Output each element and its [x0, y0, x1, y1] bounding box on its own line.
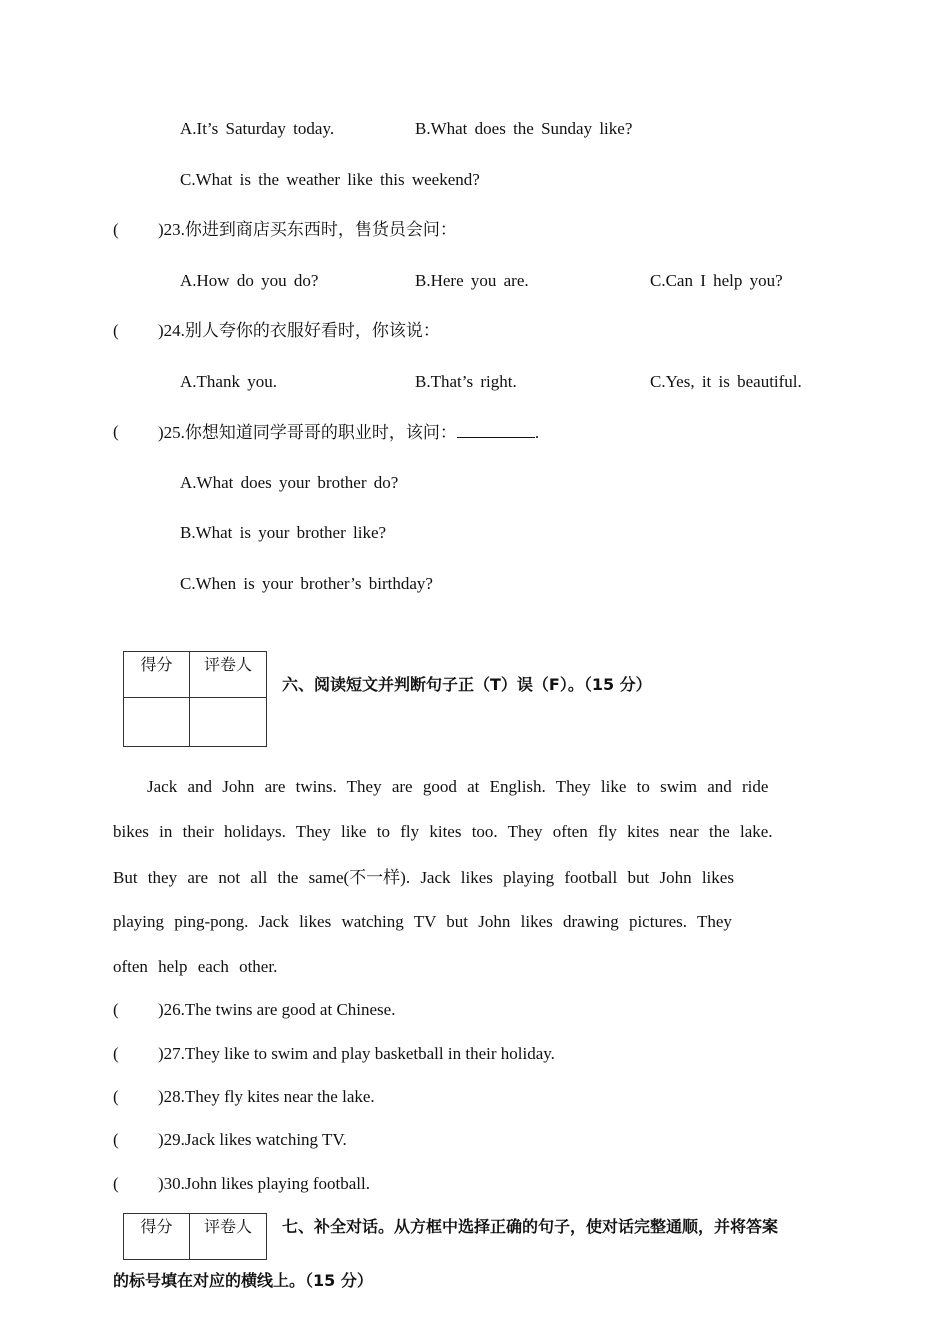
question-text: )30.John likes playing football. — [158, 1174, 371, 1193]
question-28 — [113, 1088, 813, 1108]
answer-paren: ( — [113, 1174, 119, 1193]
grader-cell — [190, 698, 267, 747]
grader-header: 评卷人 — [190, 1214, 267, 1260]
grader-header: 评卷人 — [190, 652, 267, 698]
q24-option-c: C.Yes, it is beautiful. — [650, 372, 802, 391]
q23-option-a: A.How do you do? — [180, 271, 319, 290]
question-30 — [113, 1175, 813, 1195]
answer-paren: ( — [113, 1087, 119, 1106]
section7-heading-line1: 七、补全对话。从方框中选择正确的句子，使对话完整通顺，并将答案 — [282, 1217, 779, 1236]
question-text: )24.别人夸你的衣服好看时，你该说： — [158, 321, 440, 340]
question-text-wrap — [158, 423, 539, 441]
q22-option-a: A.It’s Saturday today. — [180, 119, 335, 138]
question-25 — [113, 423, 813, 443]
section7-heading-line2: 的标号填在对应的横线上。（15 分） — [113, 1271, 373, 1290]
answer-paren: ( — [113, 1044, 119, 1063]
q22-option-b: B.What does the Sunday like? — [415, 119, 633, 138]
q25-option-b: B.What is your brother like? — [180, 523, 387, 542]
score-header: 得分 — [124, 652, 190, 698]
passage-line-1: Jack and John are twins. They are good at English. They like to swim and ride — [147, 777, 769, 796]
question-text: )29.Jack likes watching TV. — [158, 1130, 347, 1149]
q24-option-b: B.That’s right. — [415, 372, 517, 391]
question-end: . — [534, 423, 540, 442]
question-text: )25.你想知道同学哥哥的职业时，该问： — [158, 423, 457, 442]
q25-option-c: C.When is your brother’s birthday? — [180, 574, 433, 593]
question-29 — [113, 1131, 813, 1151]
q23-option-c: C.Can I help you? — [650, 271, 783, 290]
q23-option-b: B.Here you are. — [415, 271, 529, 290]
q22-option-c: C.What is the weather like this weekend? — [180, 170, 480, 189]
answer-paren: ( — [113, 220, 119, 239]
q24-option-a: A.Thank you. — [180, 372, 277, 391]
question-27 — [113, 1045, 813, 1065]
passage-line-3: But they are not all the same(不一样). Jack likes playing football but John likes — [113, 868, 734, 887]
score-header: 得分 — [124, 1214, 190, 1260]
answer-paren: ( — [113, 1130, 119, 1149]
passage-line-5: often help each other. — [113, 957, 278, 976]
score-cell — [124, 698, 190, 747]
passage-line-4: playing ping-pong. Jack likes watching TV but John likes drawing pictures. They — [113, 912, 732, 931]
question-text: )26.The twins are good at Chinese. — [158, 1000, 396, 1019]
question-24 — [113, 322, 713, 342]
question-23 — [113, 221, 713, 241]
answer-paren: ( — [113, 422, 119, 441]
answer-blank — [457, 423, 535, 438]
score-box-section6 — [123, 651, 267, 747]
section6-heading: 六、阅读短文并判断句子正（T）误（F）。（15 分） — [282, 675, 652, 694]
passage-line-2: bikes in their holidays. They like to fly kites too. They often fly kites near the lake. — [113, 822, 773, 841]
question-26 — [113, 1001, 813, 1021]
q25-option-a: A.What does your brother do? — [180, 473, 399, 492]
question-text: )28.They fly kites near the lake. — [158, 1087, 375, 1106]
answer-paren: ( — [113, 1000, 119, 1019]
score-box-section7 — [123, 1213, 267, 1260]
question-text: )27.They like to swim and play basketball in their holiday. — [158, 1044, 555, 1063]
question-text: )23.你进到商店买东西时，售货员会问： — [158, 220, 457, 239]
answer-paren: ( — [113, 321, 119, 340]
